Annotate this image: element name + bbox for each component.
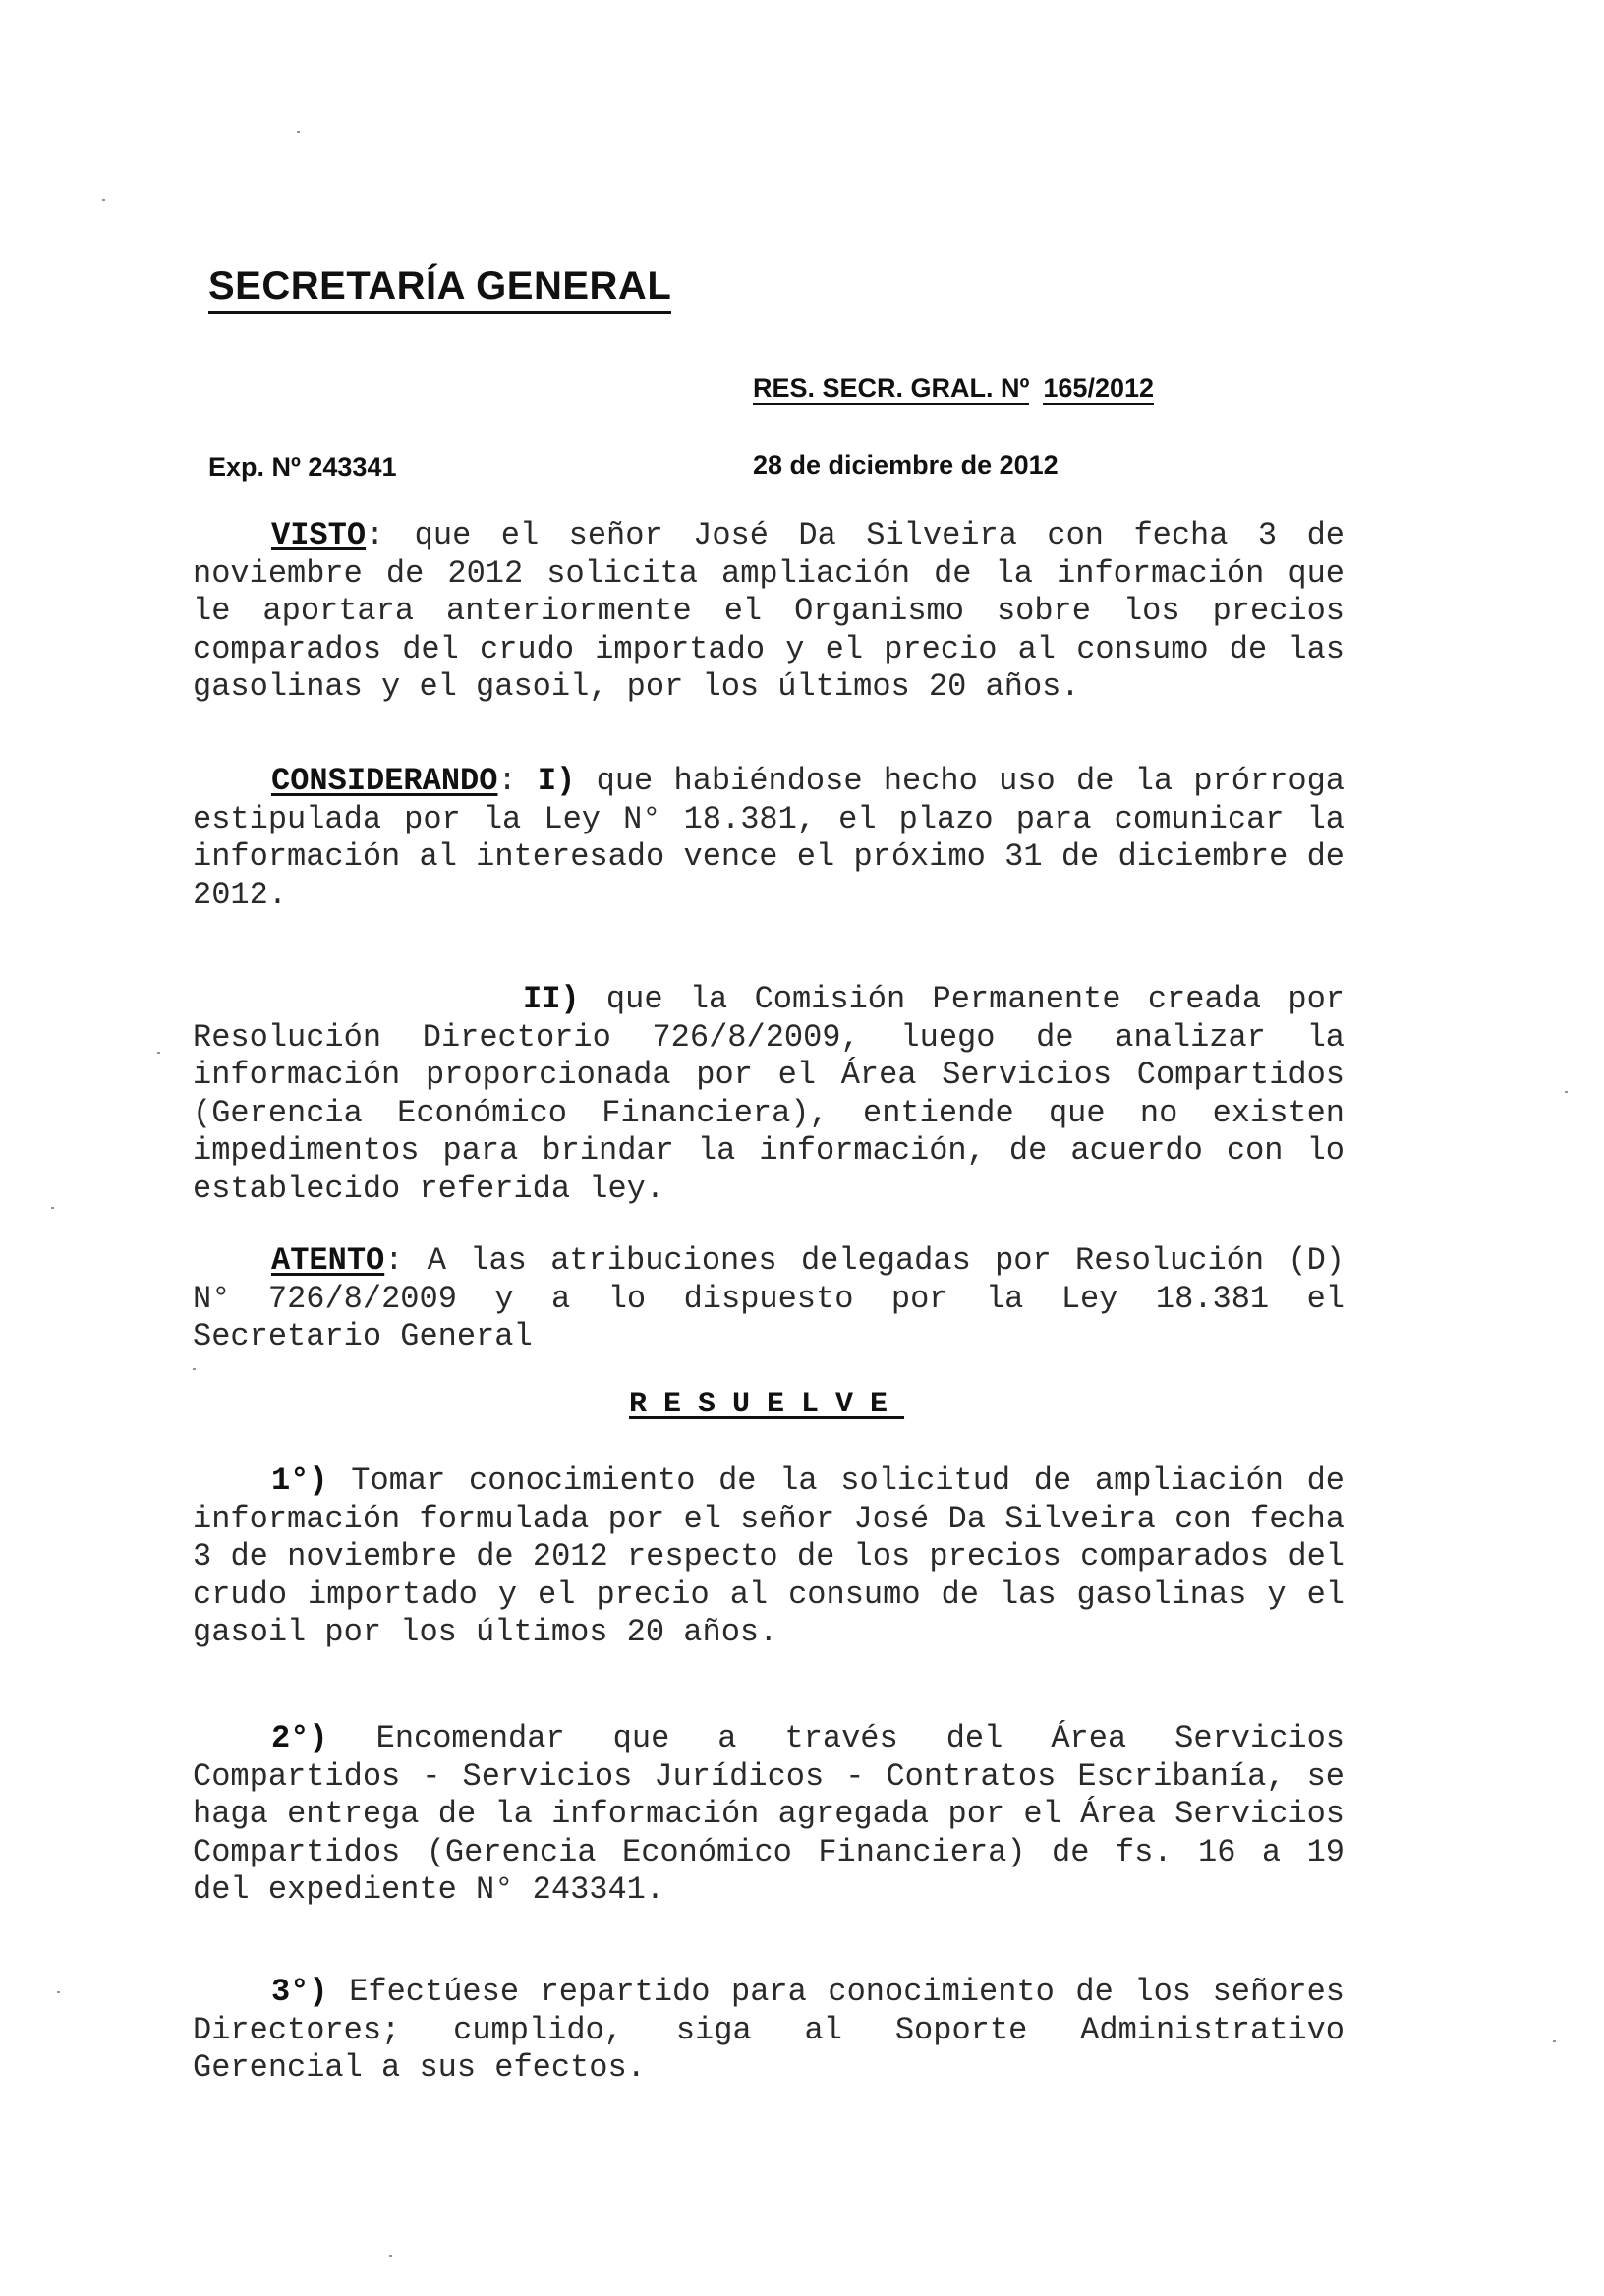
visto-paragraph: VISTO: que el señor José Da Silveira con fecha 3 de noviembre de 2012 solicita ampliación de la información que le aportara anteriormente el Organismo sobre los precios comparados del crudo importado y el precio al consumo de las gasolinas y el gasoil, por los últimos 20 años. xyxy=(193,517,1345,705)
scan-speck xyxy=(157,1052,160,1054)
resolution-date: 28 de diciembre de 2012 xyxy=(753,450,1059,480)
point-1-text: Tomar conocimiento de la solicitud de ampliación de información formulada por el señor José Da Silveira con fecha 3 de noviembre de 2012 respecto de los precios comparados del crudo importado y el precio al consumo de las gasolinas y el gasoil por los últimos 20 años. xyxy=(193,1463,1345,1650)
scan-speck xyxy=(1565,1091,1568,1093)
scan-speck xyxy=(57,1991,60,1993)
visto-text: que el señor José Da Silveira con fecha 3 de noviembre de 2012 solicita ampliación de la información que le aportara anteriormente el Organismo sobre los precios comparados del crudo importado y el precio al consumo de las gasolinas y el gasoil, por los últimos 20 años. xyxy=(193,517,1345,705)
scan-speck xyxy=(297,131,300,133)
resolution-number xyxy=(753,372,1154,405)
scan-speck xyxy=(193,1368,196,1370)
point-2-text: Encomendar que a través del Área Servicios Compartidos - Servicios Jurídicos - Contratos Escribanía, se haga entrega de la información agregada por el Área Servicios Compartidos (Gerencia Económico Financiera) de fs. 16 a 19 del expediente N° 243341. xyxy=(193,1720,1345,1908)
expedient-number: Exp. Nº 243341 xyxy=(208,452,397,482)
considerando-paragraph: CONSIDERANDO: I) que habiéndose hecho uso de la prórroga estipulada por la Ley N° 18.381, el plazo para comunicar la información al interesado vence el próximo 31 de diciembre de 2012. xyxy=(193,763,1345,913)
point-3-text: Efectúese repartido para conocimiento de los señores Directores; cumplido, siga al Soporte Administrativo Gerencial a sus efectos. xyxy=(193,1974,1345,2086)
resolution-label: RES. SECR. GRAL. Nº xyxy=(753,373,1030,403)
resuelve-heading: RESUELVE xyxy=(629,1388,905,1421)
atento-text: A las atribuciones delegadas por Resolución (D) N° 726/8/2009 y a lo dispuesto por la Ley 18.381 el Secretario General xyxy=(193,1242,1345,1354)
scan-speck xyxy=(389,2255,392,2257)
atento-label: ATENTO xyxy=(271,1242,385,1279)
page-title: SECRETARÍA GENERAL xyxy=(208,263,671,314)
scan-speck xyxy=(51,1207,54,1209)
scan-speck xyxy=(102,199,105,201)
scan-speck xyxy=(1553,2040,1556,2042)
considerando-label: CONSIDERANDO xyxy=(271,763,498,799)
visto-label: VISTO xyxy=(271,517,367,553)
considerando-item-2-paragraph xyxy=(193,981,1345,1208)
point-1-paragraph xyxy=(193,1463,1345,1652)
considerando-item-2-text: que la Comisión Permanente creada por Resolución Directorio 726/8/2009, luego de analizar la información proporcionada por el Área Servicios Compartidos (Gerencia Económico Financiera), entiende que no existen impedimentos para brindar la información, de acuerdo con lo establecido referida ley. xyxy=(193,981,1345,1207)
point-2-paragraph xyxy=(193,1720,1345,1910)
considerando-item-1-num: I) xyxy=(537,763,576,799)
point-1-num: 1°) xyxy=(271,1463,328,1499)
point-2-num: 2°) xyxy=(271,1720,328,1756)
point-3-num: 3°) xyxy=(271,1974,328,2010)
atento-paragraph: ATENTO: A las atribuciones delegadas por Resolución (D) N° 726/8/2009 y a lo dispuesto por la Ley 18.381 el Secretario General xyxy=(193,1242,1345,1354)
resolution-value: 165/2012 xyxy=(1043,373,1155,403)
point-3-paragraph xyxy=(193,1974,1345,2088)
considerando-item-2-num: II) xyxy=(523,981,580,1017)
considerando-item-1-text: que habiéndose hecho uso de la prórroga estipulada por la Ley N° 18.381, el plazo para comunicar la información al interesado vence el próximo 31 de diciembre de 2012. xyxy=(193,763,1345,913)
